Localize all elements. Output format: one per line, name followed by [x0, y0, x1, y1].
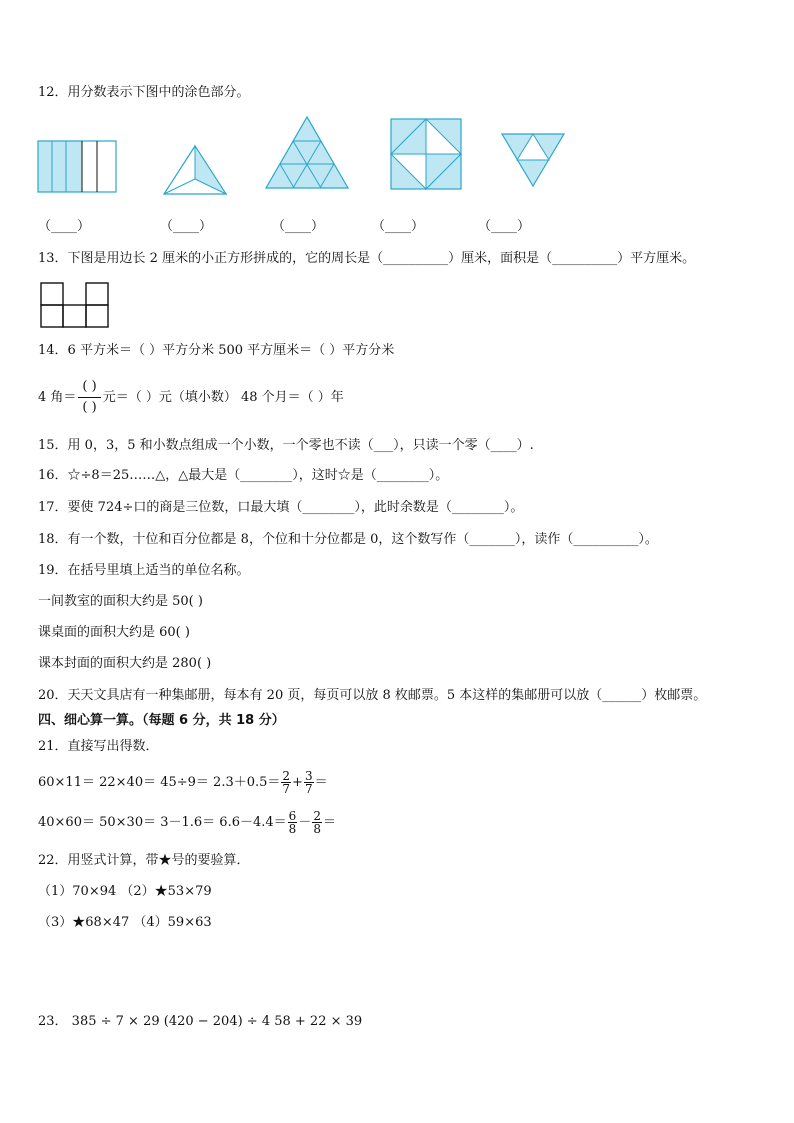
q12-figure-inverted-triangle [499, 131, 567, 189]
q12-figure-triangle-center [160, 143, 230, 197]
q12-blank-1[interactable]: （____） [38, 219, 91, 234]
q12-blank-3[interactable]: （____） [272, 219, 325, 234]
q23-text: 23． 385 ÷ 7 × 29 (420 − 204) ÷ 4 58 + 22 × 39 [38, 1014, 363, 1029]
fraction-numerator: 2 [313, 809, 321, 823]
q14-line2 [38, 377, 344, 419]
q12-figure-triangle-grid [263, 114, 351, 192]
q19-item-1: 一间教室的面积大约是 50( ) [38, 594, 203, 609]
q19-item-2: 课桌面的面积大约是 60( ) [38, 625, 190, 640]
q21-row1-fraction-2 [304, 770, 314, 795]
q21-row1-expressions: 60×11＝ 22×40＝ 45÷9＝ 2.3＋0.5＝ [38, 775, 281, 790]
q21-row2-equals: ＝ [322, 815, 336, 830]
q21-row2-expressions: 40×60＝ 50×30＝ 3－1.6＝ 6.6－4.4＝ [38, 815, 287, 830]
q14-fraction-denominator[interactable]: ( ) [82, 400, 97, 415]
q21-row2-fraction-2 [312, 810, 322, 835]
q22-row1: （1）70×94 （2）★53×79 [38, 884, 212, 899]
section4-title: 四、细心算一算。（每题 6 分，共 18 分） [38, 713, 285, 728]
q12-blank-2[interactable]: （____） [160, 219, 213, 234]
fraction-denominator: 8 [313, 822, 321, 836]
q12-figure-square-diamond [389, 117, 463, 191]
q14-part-a: 4 角＝ [38, 390, 77, 405]
q21-title: 21．直接写出得数． [38, 739, 159, 754]
q18-text: 18．有一个数，十位和百分位都是 8，个位和十分位都是 0，这个数写作（_______），读作（__________）。 [38, 532, 658, 547]
q12-figure-rectangle-strips [36, 138, 120, 196]
q19-title: 19．在括号里填上适当的单位名称。 [38, 563, 250, 578]
q12-title: 12．用分数表示下图中的涂色部分。 [38, 85, 250, 100]
q19-item-3: 课本封面的面积大约是 280( ) [38, 656, 212, 671]
fraction-numerator: 3 [304, 769, 313, 783]
q14-fraction[interactable] [78, 377, 100, 418]
q14-fraction-numerator[interactable]: ( ) [78, 377, 100, 398]
fraction-denominator: 8 [288, 822, 297, 836]
q21-row2-fraction-1 [288, 810, 298, 835]
q16-text: 16．☆÷8＝25……△，△最大是（________），这时☆是（________）。 [38, 468, 449, 483]
q21-row1-plus: + [292, 775, 303, 790]
q22-title: 22．用竖式计算，带★号的要验算． [38, 853, 250, 868]
q15-text: 15．用 0，3，5 和小数点组成一个小数，一个零也不读（___），只读一个零（____）. [38, 438, 534, 453]
q21-row2-minus: － [298, 815, 312, 830]
q21-row1 [38, 766, 328, 800]
q12-blank-5[interactable]: （____） [478, 219, 531, 234]
q14-part-b: 元＝（ ）元（填小数） 48 个月＝（ ）年 [102, 390, 344, 405]
q13-figure-squares [38, 280, 112, 330]
q17-text: 17．要使 724÷口的商是三位数，口最大填（________），此时余数是（________）。 [38, 500, 524, 515]
q21-row1-fraction-1 [281, 770, 291, 795]
fraction-denominator: 7 [282, 782, 291, 796]
q21-row1-equals: ＝ [314, 775, 328, 790]
q20-text: 20．天天文具店有一种集邮册，每本有 20 页，每页可以放 8 枚邮票。5 本这样的集邮册可以放（______）枚邮票。 [38, 688, 707, 703]
q13-text: 13．下图是用边长 2 厘米的小正方形拼成的，它的周长是（__________）厘米，面积是（__________）平方厘米。 [38, 251, 696, 266]
q21-row2 [38, 806, 336, 840]
fraction-denominator: 7 [304, 782, 313, 796]
q22-row2: （3）★68×47 （4）59×63 [38, 915, 212, 930]
q12-blank-4[interactable]: （____） [372, 219, 425, 234]
fraction-numerator: 2 [282, 769, 291, 783]
q14-line1: 14．6 平方米＝（ ）平方分米 500 平方厘米＝（ ）平方分米 [38, 343, 395, 358]
fraction-numerator: 6 [288, 809, 297, 823]
